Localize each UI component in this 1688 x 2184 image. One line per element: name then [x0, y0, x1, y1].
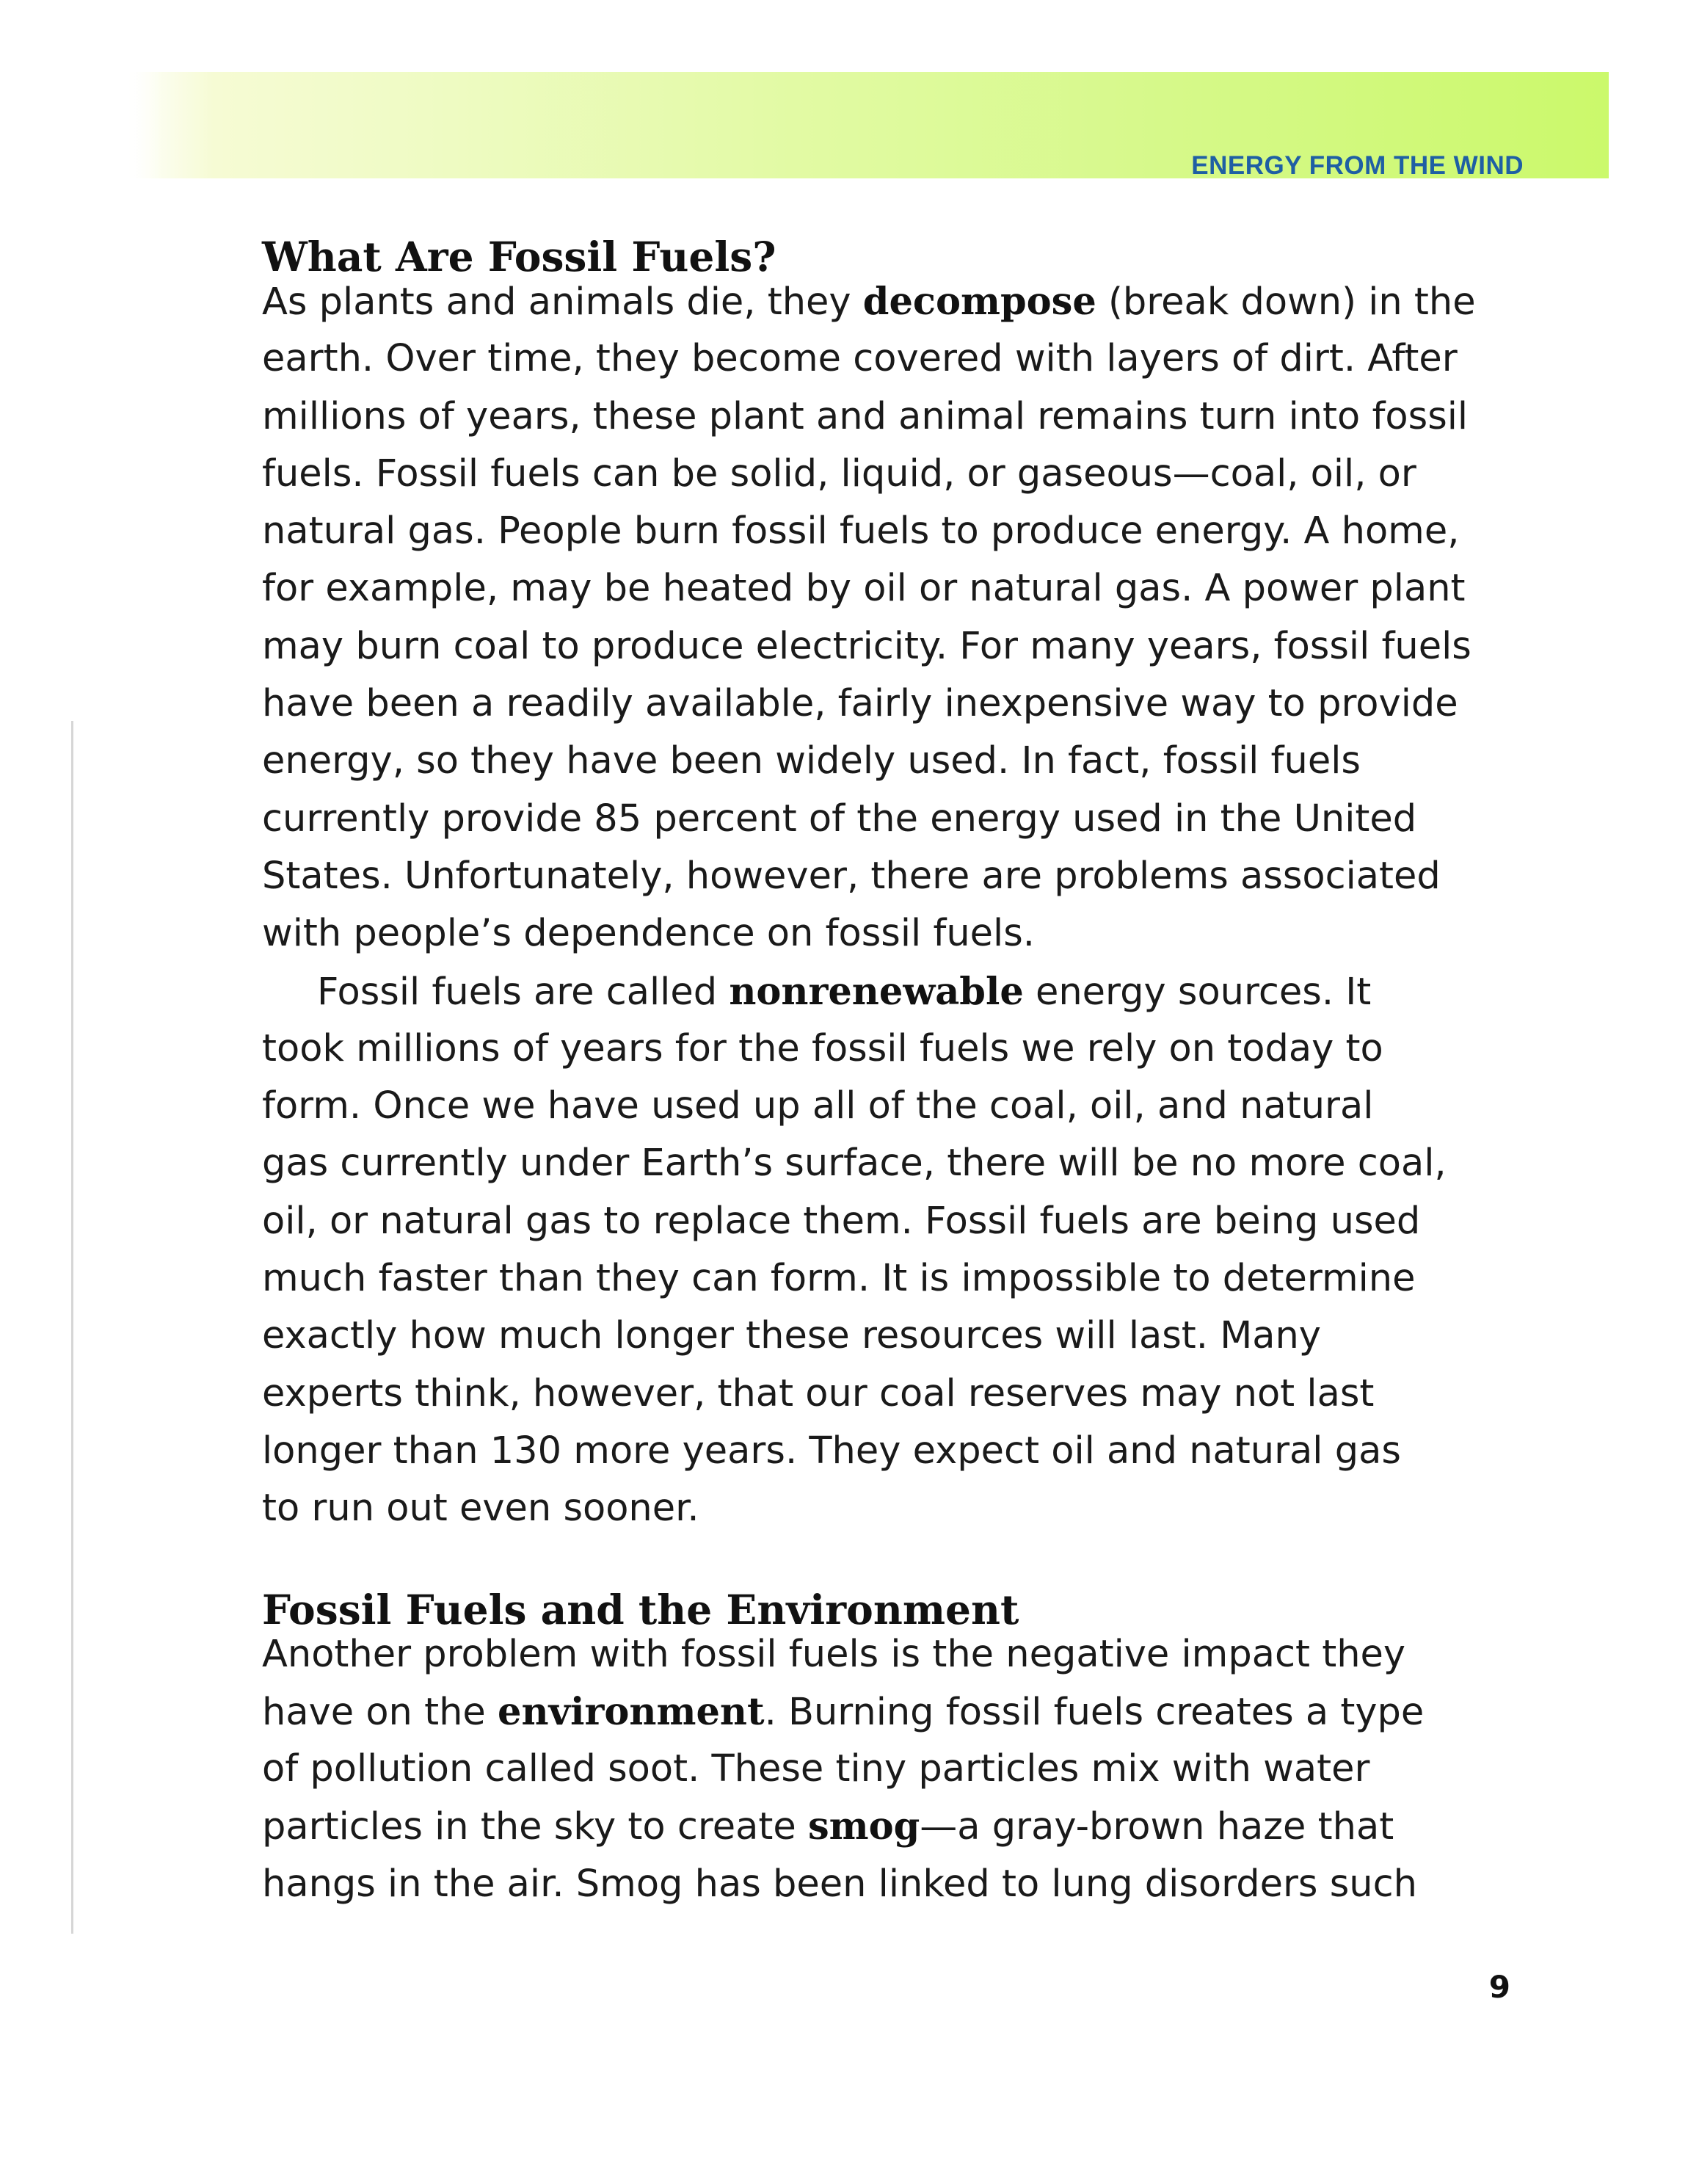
body-line: to run out even sooner. — [262, 1487, 699, 1531]
body-line: experts think, however, that our coal reserves may not last — [262, 1371, 1375, 1415]
body-line: earth. Over time, they become covered with layers of dirt. After — [262, 337, 1458, 381]
margin-rule — [71, 721, 73, 1934]
body-line: form. Once we have used up all of the coal, oil, and natural — [262, 1084, 1374, 1128]
body-line: currently provide 85 percent of the energy used in the United — [262, 797, 1417, 841]
section-heading-environment: Fossil Fuels and the Environment — [262, 1585, 1019, 1633]
body-line: with people’s dependence on fossil fuels. — [262, 912, 1035, 956]
body-line: of pollution called soot. These tiny particles mix with water — [262, 1747, 1370, 1791]
body-line: fuels. Fossil fuels can be solid, liquid, or gaseous—coal, oil, or — [262, 451, 1416, 496]
body-line: have been a readily available, fairly inexpensive way to provide — [262, 682, 1458, 726]
body-line: energy, so they have been widely used. In fact, fossil fuels — [262, 739, 1361, 783]
body-line: much faster than they can form. It is impossible to determine — [262, 1257, 1416, 1301]
body-line: may burn coal to produce electricity. For many years, fossil fuels — [262, 624, 1471, 668]
body-line: for example, may be heated by oil or natural gas. A power plant — [262, 567, 1466, 611]
glossary-term-nonrenewable: nonrenewable — [729, 969, 1024, 1014]
body-line: gas currently under Earth’s surface, there will be no more coal, — [262, 1142, 1447, 1186]
body-line: natural gas. People burn fossil fuels to produce energy. A home, — [262, 509, 1460, 554]
body-line: took millions of years for the fossil fuels we rely on today to — [262, 1026, 1383, 1070]
glossary-term-smog: smog — [807, 1804, 920, 1849]
body-line: As plants and animals die, they decompose (break down) in the — [262, 280, 1476, 324]
page-number: 9 — [1488, 1969, 1510, 2005]
glossary-term-environment: environment — [498, 1689, 765, 1734]
body-line: Fossil fuels are called nonrenewable energy sources. It — [317, 969, 1372, 1014]
running-head: ENERGY FROM THE WIND — [1191, 151, 1524, 180]
body-line: particles in the sky to create smog—a gray-brown haze that — [262, 1804, 1394, 1849]
glossary-term-decompose: decompose — [862, 280, 1096, 324]
body-line: exactly how much longer these resources will last. Many — [262, 1314, 1321, 1358]
body-line: have on the environment. Burning fossil fuels creates a type — [262, 1689, 1425, 1734]
body-line: Another problem with fossil fuels is the negative impact they — [262, 1632, 1406, 1676]
body-line: hangs in the air. Smog has been linked to lung disorders such — [262, 1862, 1417, 1906]
body-line: millions of years, these plant and animal remains turn into fossil — [262, 394, 1469, 438]
header-color-band — [125, 72, 1609, 178]
body-line: oil, or natural gas to replace them. Fossil fuels are being used — [262, 1199, 1421, 1243]
section-heading-fossil-fuels: What Are Fossil Fuels? — [262, 233, 776, 280]
body-line: States. Unfortunately, however, there are problems associated — [262, 854, 1441, 898]
body-line: longer than 130 more years. They expect oil and natural gas — [262, 1429, 1401, 1473]
page-body — [262, 233, 1524, 1913]
